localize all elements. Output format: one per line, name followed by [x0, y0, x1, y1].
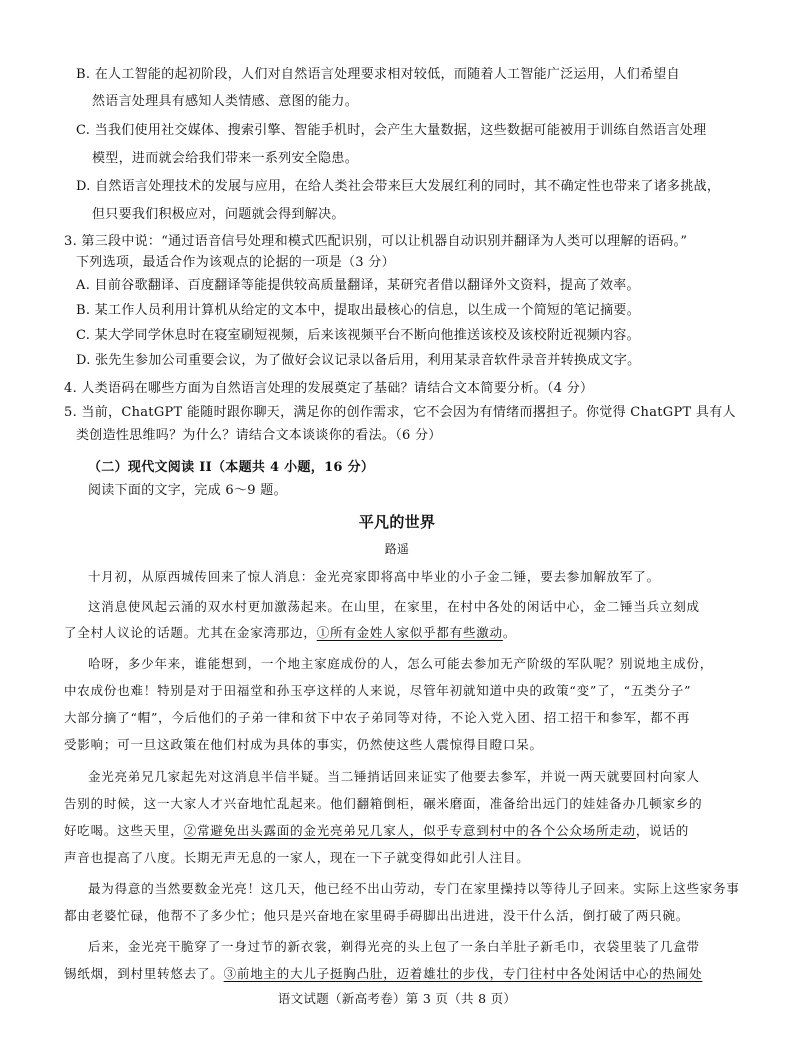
question-3-option-d: D. 张先生参加公司重要会议，为了做好会议记录以备后用，利用某录音软件录音并转换成文字。 [76, 353, 641, 368]
paragraph-6-line1: 后来，金光亮干脆穿了一身过节的新衣裳，剃得光亮的头上包了一条白羊肚子新毛巾，衣袋里装了几盒带 [88, 939, 700, 954]
paragraph-1: 十月初，从原西城传回来了惊人消息：金光亮家即将高中毕业的小子金二锤，要去参加解放军了。 [88, 569, 660, 584]
option-c-line2: 模型，进而就会给我们带来一系列安全隐患。 [92, 151, 359, 166]
page-footer: 语文试题（新高考卷）第 3 页（共 8 页） [277, 991, 517, 1006]
question-3-option-c: C. 某大学同学休息时在寝室刷短视频，后来该视频平台不断向他推送该校及该校附近视频内容。 [76, 328, 640, 343]
option-b-line2: 然语言处理具有感知人类情感、意图的能力。 [92, 94, 359, 109]
question-3-option-a: A. 目前谷歌翻译、百度翻译等能提供较高质量翻译，某研究者借以翻译外文资料，提高了效率。 [76, 278, 640, 293]
underlined-sentence-3: ③前地主的大儿子挺胸凸肚，迈着雄壮的步伐，专门往村中各处闲话中心的热闹处 [223, 966, 703, 981]
paragraph-2-end: 。 [502, 625, 517, 640]
question-3-stem: 3. 第三段中说：“通过语音信号处理和模式匹配识别，可以让机器自动识别并翻译为人类可以理解的语码。” [64, 234, 688, 249]
paragraph-4-line4: 声音也提高了八度。长期无声无息的一家人，现在一下子就变得如此引人注目。 [64, 850, 530, 865]
paragraph-2-line2 [64, 624, 516, 642]
paragraph-4-line2: 告别的时候，这一大家人才兴奋地忙乱起来。他们翻箱倒柜，碾米磨面，准备给出远门的娃娃备办几顿家乡的 [64, 796, 703, 811]
article-title: 平凡的世界 [358, 513, 436, 531]
question-5-line2: 类创造性思维吗？为什么？请结合文本谈谈你的看法。（6 分） [76, 428, 442, 443]
question-5-line1: 5. 当前，ChatGPT 能随时跟你聊天，满足你的创作需求，它不会因为有情绪而撂担子。你觉得 ChatGPT 具有人 [64, 405, 736, 420]
paragraph-4-line3 [64, 822, 689, 840]
paragraph-2-line1: 这消息使风起云涌的双水村更加激荡起来。在山里，在家里，在村中各处的闲话中心，金二锤当兵立刻成 [88, 599, 700, 614]
underlined-sentence-1: ①所有金姓人家似乎都有些激动 [316, 625, 503, 640]
article-author: 路遥 [384, 542, 410, 556]
paragraph-4-text: 好吃喝。这些天里， [64, 823, 184, 838]
paragraph-6-line2 [64, 965, 702, 983]
section-heading: （二）现代文阅读 II（本题共 4 小题，16 分） [88, 460, 375, 475]
paragraph-5-line1: 最为得意的当然要数金光亮！这几天，他已经不出山劳动，专门在家里操持以等待儿子回来。实际上这些家务事 [88, 881, 740, 896]
section-instruction: 阅读下面的文字，完成 6～9 题。 [88, 483, 287, 498]
option-d-line2: 但只要我们积极应对，问题就会得到解决。 [92, 207, 345, 222]
question-3-prompt: 下列选项，最适合作为该观点的论据的一项是（3 分） [76, 255, 395, 270]
paragraph-4-end: ，说话的 [635, 823, 690, 838]
paragraph-3-line1: 哈呀，多少年来，谁能想到，一个地主家庭成份的人，怎么可能去参加无产阶级的军队呢？别说地主成份， [88, 656, 714, 671]
paragraph-4-line1: 金光亮弟兄几家起先对这消息半信半疑。当二锤捎话回来证实了他要去参军，并说一两天就要回村向家人 [88, 769, 700, 784]
paragraph-3-line2: 中农成份也难！特别是对于田福堂和孙玉亭这样的人来说，尽管年初就知道中央的政策“变”了，“五类分子” [64, 683, 692, 698]
paragraph-3-line4: 受影响；可一旦这政策在他们村成为具体的事实，仍然使这些人震惊得目瞪口呆。 [64, 737, 543, 752]
paragraph-2-text: 了全村人议论的话题。尤其在金家湾那边， [64, 625, 317, 640]
option-d-line1: D. 自然语言处理技术的发展与应用，在给人类社会带来巨大发展红利的同时，其不确定性也带来了诸多挑战， [76, 179, 721, 194]
option-c-line1: C. 当我们使用社交媒体、搜索引擎、智能手机时，会产生大量数据，这些数据可能被用于训练自然语言处理 [76, 123, 707, 138]
question-4: 4. 人类语码在哪些方面为自然语言处理的发展奠定了基础？请结合文本简要分析。（4 分） [64, 381, 594, 396]
underlined-sentence-2: ②常避免出头露面的金光亮弟兄几家人，似乎专意到村中的各个公众场所走动 [183, 823, 636, 838]
paragraph-6-text: 锡纸烟，到村里转悠去了。 [64, 966, 224, 981]
question-3-option-b: B. 某工作人员利用计算机从给定的文本中，提取出最核心的信息，以生成一个简短的笔记摘要。 [76, 303, 641, 318]
paragraph-3-line3: 大部分摘了“帽”，今后他们的子弟一律和贫下中农子弟同等对待，不论入党入团、招工招干和参军，都不再 [64, 710, 691, 725]
option-b-line1: B. 在人工智能的起初阶段，人们对自然语言处理要求相对较低，而随着人工智能广泛运用，人们希望自 [76, 67, 680, 82]
paragraph-5-line2: 都由老婆忙碌，他帮不了多少忙；他只是兴奋地在家里碍手碍脚出出进进，没干什么活，倒打破了两只碗。 [64, 908, 690, 923]
